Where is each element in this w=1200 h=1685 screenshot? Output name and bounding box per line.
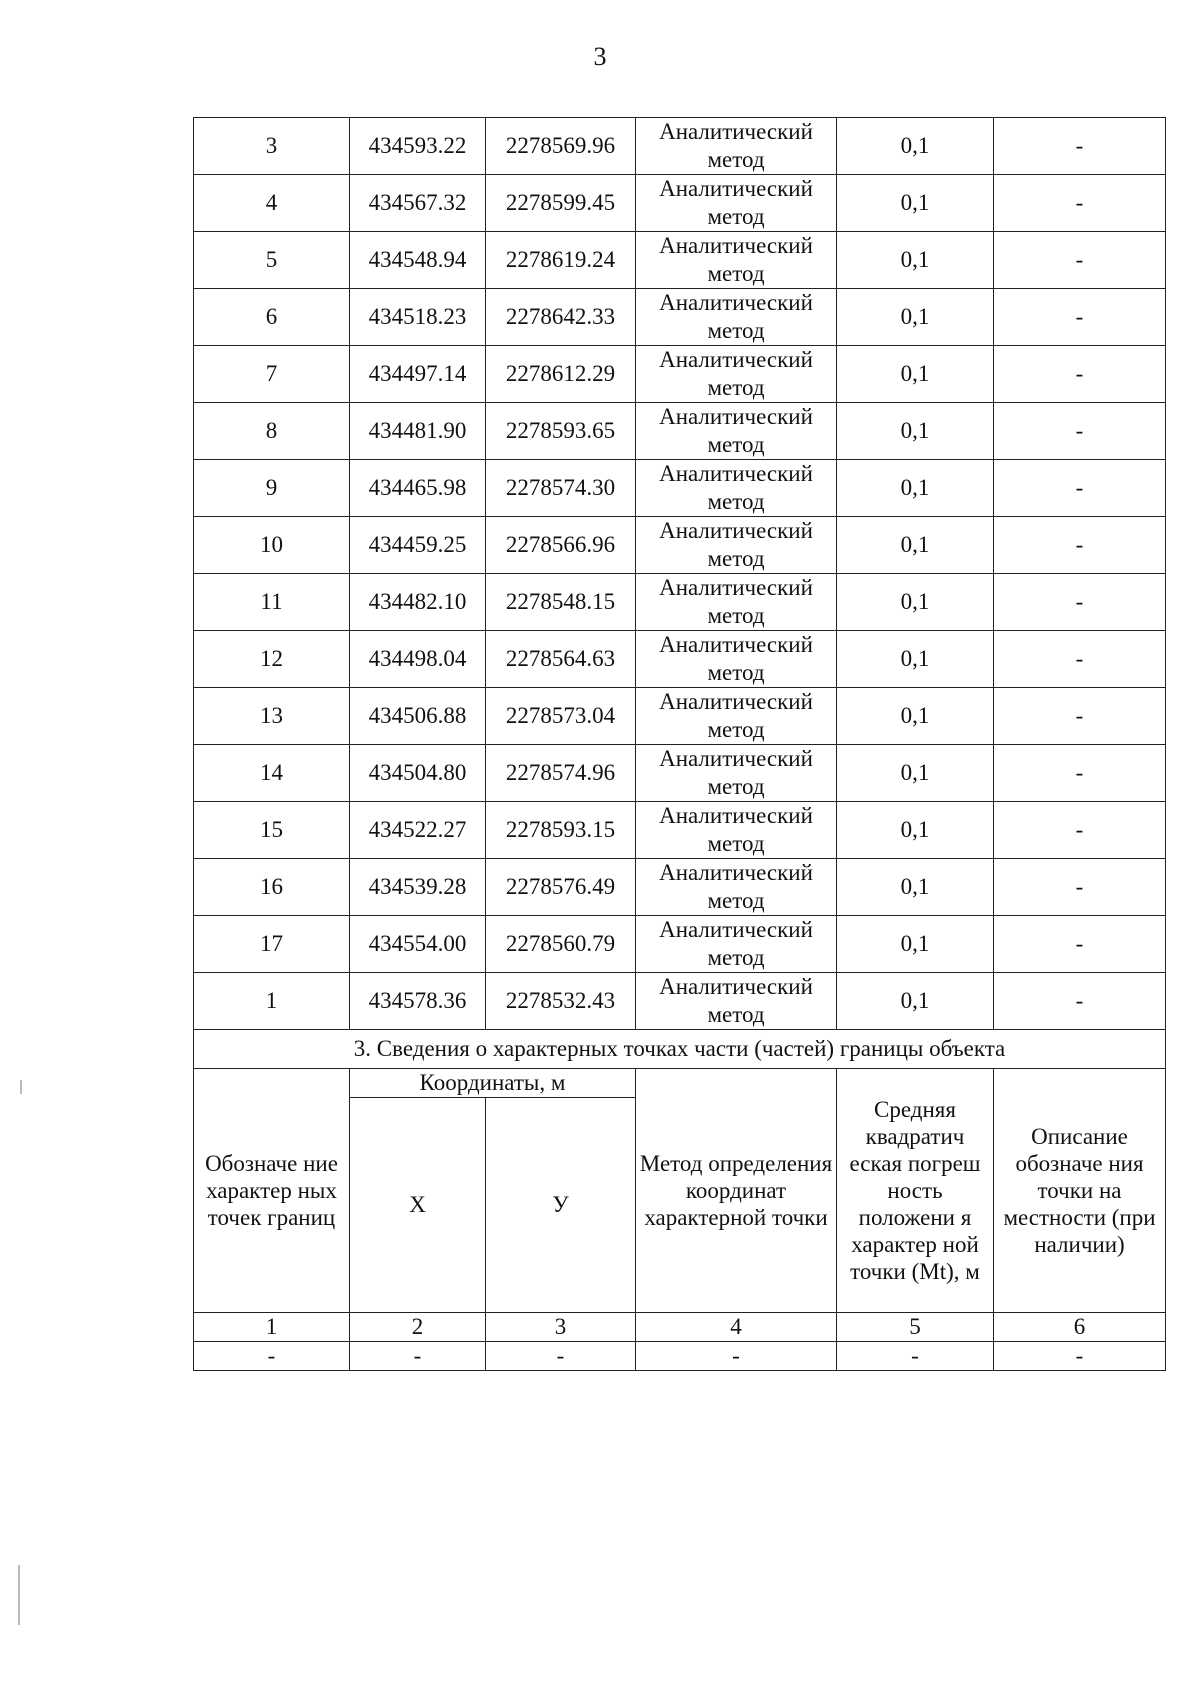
method-cell: Аналитический метод [636,574,837,631]
point-number-cell: 1 [194,973,350,1030]
y-coordinate-cell: 2278560.79 [486,916,636,973]
method-cell: Аналитический метод [636,289,837,346]
table-row [194,688,1166,745]
y-coordinate-cell: 2278573.04 [486,688,636,745]
method-cell: Аналитический метод [636,460,837,517]
description-cell: - [994,916,1166,973]
accuracy-cell: 0,1 [837,802,994,859]
point-number-cell: 7 [194,346,350,403]
section3-block [194,1030,1166,1371]
table-row [194,631,1166,688]
point-number-cell: 17 [194,916,350,973]
header-x: Х [350,1098,486,1313]
method-cell: Аналитический метод [636,517,837,574]
x-coordinate-cell: 434481.90 [350,403,486,460]
accuracy-cell: 0,1 [837,973,994,1030]
empty-cell: - [350,1342,486,1371]
x-coordinate-cell: 434593.22 [350,118,486,175]
empty-cell: - [636,1342,837,1371]
x-coordinate-cell: 434459.25 [350,517,486,574]
accuracy-cell: 0,1 [837,346,994,403]
method-cell: Аналитический метод [636,973,837,1030]
point-number-cell: 16 [194,859,350,916]
header-coordinates: Координаты, м [350,1069,636,1098]
header-accuracy: Средняя квадратич еская погреш ность положени я характер ной точки (Mt), м [837,1069,994,1313]
empty-cell: - [994,1342,1166,1371]
empty-cell: - [194,1342,350,1371]
method-cell: Аналитический метод [636,403,837,460]
y-coordinate-cell: 2278532.43 [486,973,636,1030]
x-coordinate-cell: 434554.00 [350,916,486,973]
accuracy-cell: 0,1 [837,631,994,688]
accuracy-cell: 0,1 [837,232,994,289]
column-number: 4 [636,1313,837,1342]
table-row [194,916,1166,973]
empty-data-row [194,1342,1166,1371]
point-number-cell: 3 [194,118,350,175]
point-number-cell: 9 [194,460,350,517]
x-coordinate-cell: 434539.28 [350,859,486,916]
method-cell: Аналитический метод [636,232,837,289]
x-coordinate-cell: 434522.27 [350,802,486,859]
column-number: 6 [994,1313,1166,1342]
table-row [194,346,1166,403]
description-cell: - [994,631,1166,688]
method-cell: Аналитический метод [636,118,837,175]
description-cell: - [994,745,1166,802]
method-cell: Аналитический метод [636,631,837,688]
description-cell: - [994,346,1166,403]
column-number: 2 [350,1313,486,1342]
point-number-cell: 15 [194,802,350,859]
method-cell: Аналитический метод [636,916,837,973]
coordinates-table-body [194,118,1166,1030]
table-row [194,289,1166,346]
accuracy-cell: 0,1 [837,859,994,916]
point-number-cell: 10 [194,517,350,574]
description-cell: - [994,403,1166,460]
column-numbers-row [194,1313,1166,1342]
accuracy-cell: 0,1 [837,175,994,232]
y-coordinate-cell: 2278569.96 [486,118,636,175]
method-cell: Аналитический метод [636,802,837,859]
header-designation: Обозначе ние характер ных точек границ [194,1069,350,1313]
x-coordinate-cell: 434465.98 [350,460,486,517]
x-coordinate-cell: 434498.04 [350,631,486,688]
point-number-cell: 11 [194,574,350,631]
table-row [194,973,1166,1030]
table-row [194,175,1166,232]
y-coordinate-cell: 2278576.49 [486,859,636,916]
y-coordinate-cell: 2278574.96 [486,745,636,802]
accuracy-cell: 0,1 [837,574,994,631]
y-coordinate-cell: 2278548.15 [486,574,636,631]
y-coordinate-cell: 2278566.96 [486,517,636,574]
table-row [194,460,1166,517]
y-coordinate-cell: 2278593.65 [486,403,636,460]
empty-cell: - [837,1342,994,1371]
x-coordinate-cell: 434548.94 [350,232,486,289]
scan-margin-mark [18,1565,20,1625]
page-number: 3 [593,42,607,71]
description-cell: - [994,118,1166,175]
table-row [194,745,1166,802]
header-y: У [486,1098,636,1313]
point-number-cell: 12 [194,631,350,688]
accuracy-cell: 0,1 [837,460,994,517]
description-cell: - [994,688,1166,745]
y-coordinate-cell: 2278612.29 [486,346,636,403]
x-coordinate-cell: 434506.88 [350,688,486,745]
table-row [194,802,1166,859]
y-coordinate-cell: 2278599.45 [486,175,636,232]
y-coordinate-cell: 2278564.63 [486,631,636,688]
table-row [194,403,1166,460]
scan-margin-mark [20,1080,22,1094]
x-coordinate-cell: 434567.32 [350,175,486,232]
point-number-cell: 14 [194,745,350,802]
x-coordinate-cell: 434578.36 [350,973,486,1030]
coordinates-table [193,117,1166,1371]
description-cell: - [994,973,1166,1030]
accuracy-cell: 0,1 [837,403,994,460]
table-row [194,517,1166,574]
description-cell: - [994,460,1166,517]
x-coordinate-cell: 434518.23 [350,289,486,346]
accuracy-cell: 0,1 [837,688,994,745]
accuracy-cell: 0,1 [837,916,994,973]
description-cell: - [994,175,1166,232]
table-row [194,232,1166,289]
point-number-cell: 6 [194,289,350,346]
point-number-cell: 13 [194,688,350,745]
table-row [194,574,1166,631]
header-method: Метод определения координат характерной точки [636,1069,837,1313]
empty-cell: - [486,1342,636,1371]
accuracy-cell: 0,1 [837,517,994,574]
section3-title: 3. Сведения о характерных точках части (частей) границы объекта [194,1030,1166,1069]
point-number-cell: 4 [194,175,350,232]
column-number: 3 [486,1313,636,1342]
method-cell: Аналитический метод [636,859,837,916]
header-description: Описание обозначе ния точки на местности (при наличии) [994,1069,1166,1313]
accuracy-cell: 0,1 [837,118,994,175]
description-cell: - [994,802,1166,859]
y-coordinate-cell: 2278574.30 [486,460,636,517]
point-number-cell: 5 [194,232,350,289]
description-cell: - [994,859,1166,916]
accuracy-cell: 0,1 [837,745,994,802]
description-cell: - [994,289,1166,346]
y-coordinate-cell: 2278619.24 [486,232,636,289]
method-cell: Аналитический метод [636,346,837,403]
method-cell: Аналитический метод [636,175,837,232]
table-row [194,859,1166,916]
x-coordinate-cell: 434504.80 [350,745,486,802]
method-cell: Аналитический метод [636,688,837,745]
description-cell: - [994,232,1166,289]
point-number-cell: 8 [194,403,350,460]
column-number: 5 [837,1313,994,1342]
description-cell: - [994,574,1166,631]
accuracy-cell: 0,1 [837,289,994,346]
description-cell: - [994,517,1166,574]
column-number: 1 [194,1313,350,1342]
method-cell: Аналитический метод [636,745,837,802]
x-coordinate-cell: 434482.10 [350,574,486,631]
x-coordinate-cell: 434497.14 [350,346,486,403]
y-coordinate-cell: 2278642.33 [486,289,636,346]
y-coordinate-cell: 2278593.15 [486,802,636,859]
table-row [194,118,1166,175]
